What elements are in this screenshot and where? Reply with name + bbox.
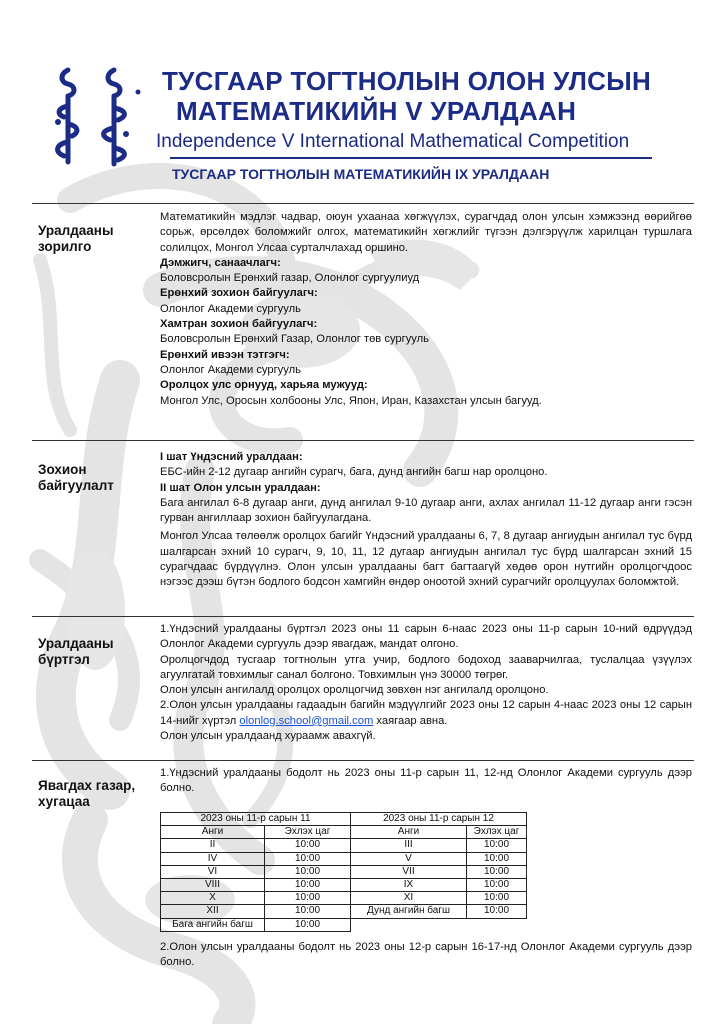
venue-p1: 1.Үндэсний уралдааны бодолт нь 2023 оны 11-р сарын 11, 12-нд Олонлог Академи сургууль дээр болно. bbox=[160, 767, 692, 795]
section-label-goal: Уралдааны зорилго bbox=[38, 223, 114, 254]
registration-p3: Олон улсын ангилалд оролцох оролцогчид зөвхөн нэг ангилалд оролцоно. bbox=[160, 684, 549, 697]
table-row: II 10:00 III 10:00 bbox=[161, 839, 527, 852]
col-grade-1: Анги bbox=[161, 826, 265, 839]
col-time-1: Эхлэх цаг bbox=[265, 826, 351, 839]
registration-p4: 2.Олон улсын уралдааны гадаадын багийн мэдүүлгийг 2023 оны 12 сарын 4-наас 2023 оны 12 сарын 14-нийг хүртэл olonlog.school@gmail.com хаягаар авна. bbox=[160, 699, 692, 727]
stage1-heading: I шат Үндэсний уралдаан: bbox=[160, 451, 303, 463]
section-divider-organization bbox=[32, 440, 694, 441]
registration-p2: Оролцогчдод тусгаар тогтнолын утга учир, бодлого бодоход зааварчилгаа, туслалцаа үзүүлэх агуулгатай товхимлыг санал болгоно. Товхимлын үнэ 30000 төгрөг. bbox=[160, 653, 692, 681]
stage1-text: ЕБС-ийн 2-12 дугаар ангийн сурагч, бага, дунд ангийн багш нар оролцоно. bbox=[160, 466, 548, 479]
schedule-header-row bbox=[161, 813, 527, 826]
sponsor-value: Олонлог Академи сургууль bbox=[160, 363, 301, 376]
coorganizer-heading: Хамтран зохион байгуулагч: bbox=[160, 318, 318, 331]
organizer-value: Олонлог Академи сургууль bbox=[160, 302, 301, 315]
email-link[interactable]: olonlog.school@gmail.com bbox=[239, 714, 374, 727]
section-body-venue bbox=[160, 766, 692, 797]
day1-header: 2023 оны 11-р сарын 11 bbox=[161, 813, 351, 826]
header-divider bbox=[170, 157, 652, 159]
section-divider-registration bbox=[32, 616, 694, 617]
registration-p5: Олон улсын уралдаанд хураамж авахгүй. bbox=[160, 730, 376, 743]
subtitle-english: Independence V International Mathematical Competition bbox=[156, 131, 630, 152]
organizer-heading: Ерөнхий зохион байгуулагч: bbox=[160, 287, 318, 300]
schedule-table bbox=[160, 812, 527, 932]
day2-header: 2023 оны 11-р сарын 12 bbox=[351, 813, 527, 826]
title-line-2: МАТЕМАТИКИЙН V УРАЛДААН bbox=[176, 96, 577, 126]
countries-heading: Оролцох улс орнууд, харьяа мужууд: bbox=[160, 379, 368, 392]
stage2-text: Бага ангилал 6-8 дугаар анги, дунд ангилал 9-10 дугаар анги, ахлах ангилал 11-12 дугаар анги гэсэн гурван ангиллаар зохион байгуулагдана. bbox=[160, 496, 692, 525]
support-value: Боловсролын Ерөнхий газар, Олонлог сургуулиуд bbox=[160, 272, 420, 285]
section-body-organization bbox=[160, 450, 692, 591]
section-body-registration bbox=[160, 622, 692, 744]
registration-p1: 1.Үндэсний уралдааны бүртгэл 2023 оны 11 сарын 6-наас 2023 оны 11-р сарын 10-ний өдрүүдэд Олонлог Академи сургууль дээр явагдаж, мандат олгоно. bbox=[160, 623, 692, 651]
title-line-1: ТУСГААР ТОГТНОЛЫН ОЛОН УЛСЫН bbox=[162, 66, 652, 96]
section-divider-venue bbox=[32, 760, 694, 761]
section-label-registration: Уралдааны бүртгэл bbox=[38, 636, 114, 667]
table-row: X 10:00 XI 10:00 bbox=[161, 892, 527, 905]
subtitle-ix: ТУСГААР ТОГТНОЛЫН МАТЕМАТИКИЙН IX УРАЛДААН bbox=[172, 166, 550, 182]
goal-intro: Математикийн мэдлэг чадвар, оюун ухаанаа хөгжүүлэх, сурагчдад олон улсын хэмжээнд өөрийгөө сорьж, өрсөлдөх боломжийг олгох, математикийн хөгжлийг түгээн дэлгэрүүлж харилцан туршлага солилцох, Монгол Улсаа сурталчлахад оршино. bbox=[160, 211, 692, 254]
table-row: VI 10:00 VII 10:00 bbox=[161, 865, 527, 878]
table-row: XII 10:00 Дунд ангийн багш 10:00 bbox=[161, 905, 527, 918]
countries-value: Монгол Улс, Оросын холбооны Улс, Япон, Иран, Казахстан улсын багууд. bbox=[160, 394, 542, 407]
venue-p2: 2.Олон улсын уралдааны бодолт нь 2023 оны 12-р сарын 16-17-нд Олонлог Академи сургууль дээр болно. bbox=[160, 941, 692, 969]
support-heading: Дэмжигч, санаачлагч: bbox=[160, 256, 281, 269]
table-row: IV 10:00 V 10:00 bbox=[161, 852, 527, 865]
schedule-column-row bbox=[161, 826, 527, 839]
section-divider-goal bbox=[32, 203, 694, 204]
col-time-2: Эхлэх цаг bbox=[467, 826, 527, 839]
stage2-heading: II шат Олон улсын уралдаан: bbox=[160, 481, 321, 494]
section-body-goal bbox=[160, 210, 692, 409]
table-row: VIII 10:00 IX 10:00 bbox=[161, 878, 527, 891]
section-body-venue-2 bbox=[160, 940, 692, 971]
col-grade-2: Анги bbox=[351, 826, 467, 839]
sponsor-heading: Ерөнхий ивээн тэтгэгч: bbox=[160, 348, 290, 361]
coorganizer-value: Боловсролын Ерөнхий Газар, Олонлог төв сургууль bbox=[160, 333, 430, 346]
table-row: Бага ангийн багш 10:00 bbox=[161, 918, 527, 931]
mongolian-script-logo bbox=[38, 62, 158, 172]
section-label-venue: Явагдах газар, хугацаа bbox=[38, 778, 136, 809]
section-label-organization: Зохион байгуулалт bbox=[38, 462, 114, 493]
stage2-detail: Монгол Улсаа төлөөлж оролцох багийг Үндэсний уралдааны 6, 7, 8 дугаар ангиудын ангилал тус бүрд шалгарсан эхний 10 сурагч, 9, 10, 11, 12 дугаар ангиудын ангилал тус бүрд шалгарсан эхний 15 сурагчдаас бүрдүүлнэ. Олон улсын уралдааны багт багтаагүй хөдөө орон нутгийн оролцогчдоос нэгээс дээш бүтэн бодлого бодсон хамгийн өндөр оноотой эхний сурагчийг оролцуулах боломжтой. bbox=[160, 530, 692, 589]
